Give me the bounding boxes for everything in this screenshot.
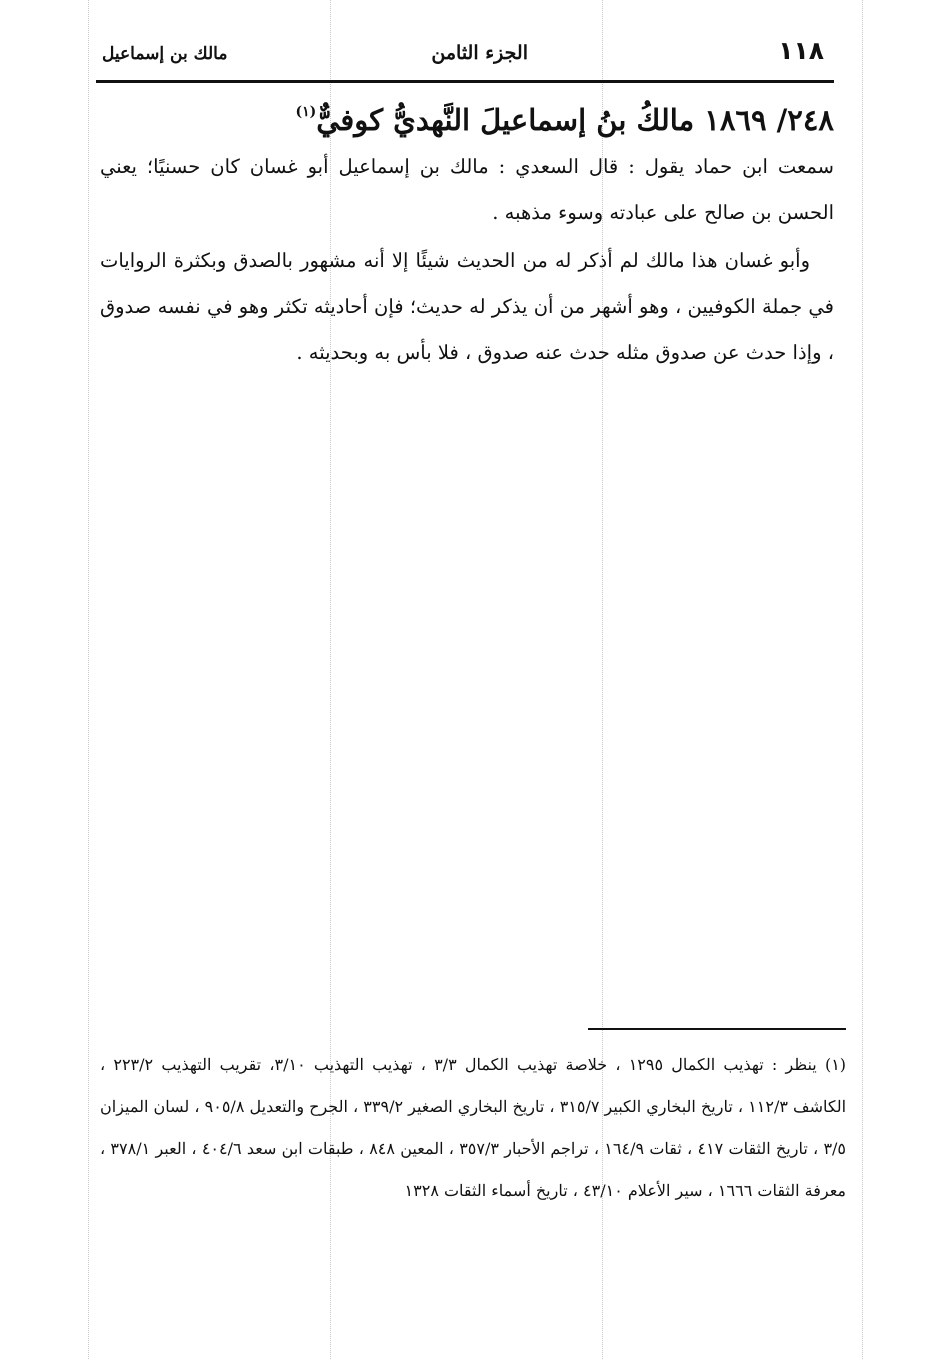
- header-rule: [96, 80, 834, 83]
- footnote-rule: [588, 1028, 846, 1030]
- paragraph: وأبو غسان هذا مالك لم أذكر له من الحديث شيئًا إلا أنه مشهور بالصدق وبكثرة الروايات في جملة الكوفيين ، وهو أشهر من أن يذكر له حديث؛ فإن أحاديثه تكثر وهو في نفسه صدوق ، وإذا حدث عن صدوق مثله حدث عنه صدوق ، فلا بأس به وبحديثه .: [100, 249, 834, 364]
- page-number: ١١٨: [778, 36, 824, 65]
- entry-title-text: ٢٤٨/ ١٨٦٩ مالكُ بنُ إسماعيلَ النَّهديُّ كوفيٌّ: [316, 103, 834, 137]
- footnote-marker: (١): [295, 104, 317, 120]
- entry-title: [130, 88, 834, 144]
- paragraph: سمعت ابن حماد يقول : قال السعدي : مالك بن إسماعيل أبو غسان كان حسنيًا؛ يعني الحسن بن صالح على عبادته وسوء مذهبه .: [100, 155, 834, 224]
- scan-guide-line: [88, 0, 89, 1359]
- scan-guide-line: [862, 0, 863, 1359]
- footnotes: [100, 1044, 846, 1212]
- footnote-item: (١) ينظر : تهذيب الكمال ١٢٩٥ ، خلاصة تهذيب الكمال ٣/٣ ، تهذيب التهذيب ٣/١٠، تقريب التهذيب ٢٢٣/٢ ، الكاشف ١١٢/٣ ، تاريخ البخاري الكبير ٣١٥/٧ ، تاريخ البخاري الصغير ٣٣٩/٢ ، الجرح والتعديل ٩٠٥/٨ ، لسان الميزان ٣/٥ ، تاريخ الثقات ٤١٧ ، ثقات ١٦٤/٩ ، تراجم الأحبار ٣٥٧/٣ ، المعين ٨٤٨ ، طبقات ابن سعد ٤٠٤/٦ ، العبر ٣٧٨/١ ، معرفة الثقات ١٦٦٦ ، سير الأعلام ٤٣/١٠ ، تاريخ أسماء الثقات ١٣٢٨: [100, 1055, 847, 1200]
- running-title: مالك بن إسماعيل: [102, 44, 228, 64]
- body-text: [100, 144, 834, 378]
- volume-label: الجزء الثامن: [431, 42, 528, 64]
- page-header: [96, 34, 834, 78]
